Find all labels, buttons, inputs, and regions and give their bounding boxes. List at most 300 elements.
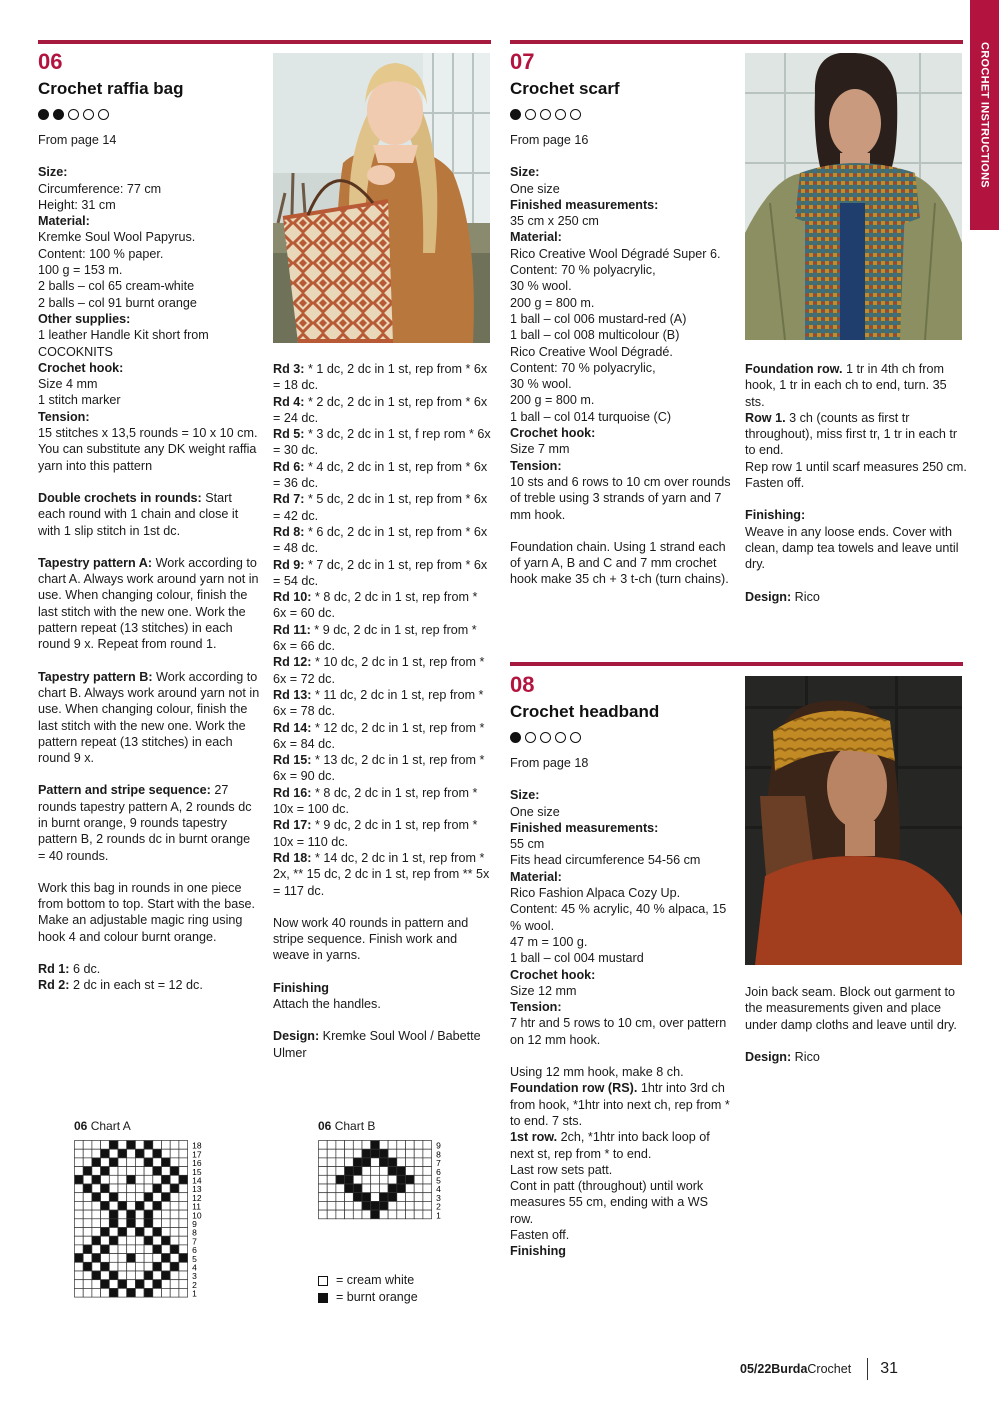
chart-cell <box>319 1210 328 1219</box>
chart-cell <box>397 1175 406 1184</box>
pattern-title: Crochet scarf <box>510 79 620 98</box>
difficulty-dot <box>525 109 536 120</box>
section-rule-06 <box>38 40 491 44</box>
foundation-row <box>510 1080 732 1129</box>
chart-cell <box>144 1193 153 1202</box>
chart-cell <box>353 1184 362 1193</box>
chart-cell <box>92 1245 101 1254</box>
chart-cell <box>75 1262 84 1271</box>
chart-cell <box>92 1175 101 1184</box>
rounds-list <box>273 361 493 899</box>
chart-cell <box>162 1210 171 1219</box>
chart-a-title <box>74 1118 131 1134</box>
chart-cell <box>127 1245 136 1254</box>
bag-photo <box>273 53 490 343</box>
chart-cell <box>371 1184 380 1193</box>
chart-cell <box>362 1184 371 1193</box>
chart-cell <box>353 1201 362 1210</box>
chart-b-number: 06 <box>318 1119 332 1133</box>
chart-cell <box>127 1288 136 1297</box>
chart-cell <box>118 1158 127 1167</box>
chart-cell <box>388 1201 397 1210</box>
chart-cell <box>162 1262 171 1271</box>
round-line <box>38 977 260 993</box>
size-line: Height: 31 cm <box>38 197 116 212</box>
measurements-line: 35 cm x 250 cm <box>510 214 599 229</box>
chart-cell <box>83 1236 92 1245</box>
round-text: * 10 dc, 2 dc in 1 st, rep from * 6x = 72 dc. <box>273 655 485 686</box>
chart-cell <box>118 1254 127 1263</box>
chart-cell <box>388 1193 397 1202</box>
size-heading: Size: <box>510 165 540 180</box>
chart-cell <box>371 1167 380 1176</box>
instructions-07-col2 <box>745 361 967 605</box>
section-label: Crochet <box>807 1361 852 1376</box>
chart-cell <box>92 1228 101 1237</box>
chart-cell <box>379 1149 388 1158</box>
material-line: Rico Creative Wool Dégradé. <box>510 344 673 359</box>
row-label: 1st row. <box>510 1130 558 1145</box>
chart-cell <box>144 1280 153 1289</box>
chart-cell <box>153 1167 162 1176</box>
round-label: Rd 1: <box>38 962 70 977</box>
chart-cell <box>388 1141 397 1150</box>
chart-cell <box>101 1210 110 1219</box>
chart-cell <box>127 1158 136 1167</box>
round-text: * 13 dc, 2 dc in 1 st, rep from * 6x = 90 dc. <box>273 753 485 784</box>
chart-cell <box>144 1210 153 1219</box>
chart-cell <box>92 1184 101 1193</box>
difficulty-rating <box>38 109 109 120</box>
chart-cell <box>75 1228 84 1237</box>
chart-cell <box>118 1141 127 1150</box>
chart-cell <box>135 1219 144 1228</box>
chart-cell <box>144 1201 153 1210</box>
chart-cell <box>327 1193 336 1202</box>
chart-cell <box>162 1236 171 1245</box>
chart-cell <box>118 1149 127 1158</box>
material-line: Content: 70 % polyacrylic, <box>510 263 656 278</box>
chart-cell <box>75 1167 84 1176</box>
chart-cell <box>83 1271 92 1280</box>
chart-cell <box>327 1149 336 1158</box>
chart-cell <box>406 1158 415 1167</box>
chart-cell <box>109 1228 118 1237</box>
chart-cell <box>118 1193 127 1202</box>
chart-cell <box>83 1288 92 1297</box>
chart-cell <box>135 1201 144 1210</box>
chart-cell <box>397 1149 406 1158</box>
chart-cell <box>414 1175 423 1184</box>
chart-cell <box>75 1254 84 1263</box>
chart-cell <box>101 1254 110 1263</box>
chart-cell <box>101 1280 110 1289</box>
material-line: 2 balls – col 91 burnt orange <box>38 295 197 310</box>
chart-cell <box>101 1141 110 1150</box>
tapestry-a-para <box>38 555 260 653</box>
chart-row-number: 2 <box>436 1201 441 1212</box>
chart-row-number: 5 <box>192 1253 197 1264</box>
chart-cell <box>135 1245 144 1254</box>
chart-cell <box>153 1193 162 1202</box>
chart-row-number: 9 <box>192 1219 197 1229</box>
chart-cell <box>109 1149 118 1158</box>
chart-cell <box>388 1149 397 1158</box>
chart-cell <box>179 1193 188 1202</box>
chart-cell <box>423 1201 432 1210</box>
chart-cell <box>179 1245 188 1254</box>
chart-cell <box>109 1167 118 1176</box>
chart-row-number: 12 <box>192 1192 202 1203</box>
finishing-text: Weave in any loose ends. Cover with clean, damp tea towels and leave until dry. <box>745 524 959 572</box>
chart-cell <box>345 1175 354 1184</box>
chart-cell <box>135 1193 144 1202</box>
chart-cell <box>362 1167 371 1176</box>
tapestry-b-heading: Tapestry pattern B: <box>38 669 153 684</box>
difficulty-dot <box>68 109 79 120</box>
round-line <box>273 589 493 622</box>
chart-cell <box>109 1288 118 1297</box>
chart-cell <box>319 1193 328 1202</box>
chart-cell <box>345 1167 354 1176</box>
row-label: Foundation row. <box>745 362 843 376</box>
chart-cell <box>75 1184 84 1193</box>
chart-cell <box>101 1184 110 1193</box>
difficulty-dot <box>570 732 581 743</box>
difficulty-dot <box>555 732 566 743</box>
chart-cell <box>153 1201 162 1210</box>
round-line <box>273 850 493 899</box>
chart-cell <box>336 1210 345 1219</box>
pattern-number: 06 <box>38 49 63 74</box>
chart-cell <box>153 1280 162 1289</box>
chart-cell <box>423 1158 432 1167</box>
chart-cell <box>75 1219 84 1228</box>
row-text: 3 ch (counts as first tr throughout), miss first tr, 1 tr in each tr to end. <box>745 410 958 458</box>
chart-cell <box>109 1201 118 1210</box>
chart-cell <box>362 1175 371 1184</box>
chart-cell <box>153 1254 162 1263</box>
chart-cell <box>397 1210 406 1219</box>
instruction-text: Work this bag in rounds in one piece from bottom to top. Start with the base. <box>38 880 255 912</box>
material-line: 1 ball – col 008 multicolour (B) <box>510 328 680 343</box>
chart-cell <box>179 1271 188 1280</box>
tension-line: 7 htr and 5 rows to 10 cm, over pattern on 12 mm hook. <box>510 1016 727 1047</box>
round-label: Rd 3: <box>273 362 305 376</box>
chart-cell <box>162 1271 171 1280</box>
material-line: 1 ball – col 006 mustard-red (A) <box>510 311 687 326</box>
chart-cell <box>127 1219 136 1228</box>
chart-cell <box>92 1149 101 1158</box>
chart-cell <box>127 1262 136 1271</box>
chart-cell <box>371 1141 380 1150</box>
round-text: * 6 dc, 2 dc in 1 st, rep from * 6x = 48 dc. <box>273 524 488 556</box>
chart-cell <box>179 1158 188 1167</box>
chart-cell <box>397 1141 406 1150</box>
chart-cell <box>144 1219 153 1228</box>
chart-cell <box>179 1288 188 1297</box>
chart-a <box>74 1140 214 1305</box>
difficulty-dot <box>510 109 521 120</box>
material-line: Content: 100 % paper. <box>38 246 164 261</box>
chart-cell <box>101 1245 110 1254</box>
chart-cell <box>371 1158 380 1167</box>
round-line <box>273 622 493 655</box>
tension-line: 15 stitches x 13,5 rounds = 10 x 10 cm. <box>38 426 258 441</box>
chart-cell <box>345 1193 354 1202</box>
pattern-number: 08 <box>510 672 535 697</box>
chart-cell <box>170 1167 179 1176</box>
chart-row-number: 3 <box>436 1192 441 1203</box>
chart-cell <box>319 1175 328 1184</box>
chart-cell <box>92 1219 101 1228</box>
chart-cell <box>345 1141 354 1150</box>
chart-row-number: 1 <box>436 1210 441 1221</box>
chart-cell <box>397 1193 406 1202</box>
chart-cell <box>388 1210 397 1219</box>
legend-label: = burnt orange <box>336 1290 418 1304</box>
chart-b <box>318 1140 458 1225</box>
chart-cell <box>144 1236 153 1245</box>
chart-cell <box>414 1167 423 1176</box>
round-line <box>273 491 493 524</box>
chart-cell <box>127 1271 136 1280</box>
chart-cell <box>162 1149 171 1158</box>
chart-cell <box>362 1149 371 1158</box>
instructions-08-col1 <box>510 755 732 1260</box>
chart-cell <box>170 1228 179 1237</box>
chart-cell <box>118 1201 127 1210</box>
chart-cell <box>327 1141 336 1150</box>
round-text: * 8 dc, 2 dc in 1 st, rep from * 10x = 100 dc. <box>273 785 478 817</box>
chart-cell <box>353 1149 362 1158</box>
round-label: Rd 13: <box>273 687 312 702</box>
round-label: Rd 6: <box>273 459 305 474</box>
material-line: 1 ball – col 014 turquoise (C) <box>510 409 672 424</box>
chart-cell <box>153 1210 162 1219</box>
row-text: 1htr into 3rd ch from hook, *1htr into next ch, rep from * to end. 7 sts. <box>510 1081 730 1128</box>
chart-cell <box>153 1141 162 1150</box>
round-text: * 9 dc, 2 dc in 1 st, rep from * 10x = 110 dc. <box>273 818 478 849</box>
chart-cell <box>75 1280 84 1289</box>
chart-row-number: 4 <box>436 1184 441 1195</box>
design-text: Kremke Soul Wool / Babette Ulmer <box>273 1029 481 1060</box>
chart-cell <box>414 1141 423 1150</box>
chart-cell <box>319 1149 328 1158</box>
chart-cell <box>153 1175 162 1184</box>
size-heading: Size: <box>38 165 68 180</box>
instruction-text: Cont in patt (throughout) until work measures 55 cm, ending with a WS row. <box>510 1179 709 1226</box>
chart-cell <box>127 1149 136 1158</box>
chart-cell <box>170 1245 179 1254</box>
chart-cell <box>83 1141 92 1150</box>
material-line: 2 balls – col 65 cream-white <box>38 279 195 294</box>
chart-cell <box>371 1175 380 1184</box>
chart-cell <box>153 1149 162 1158</box>
tapestry-a-heading: Tapestry pattern A: <box>38 555 153 570</box>
chart-row-number: 15 <box>192 1166 202 1177</box>
chart-cell <box>362 1141 371 1150</box>
finishing-heading: Finishing <box>510 1244 566 1259</box>
chart-cell <box>101 1167 110 1176</box>
chart-row-number: 5 <box>436 1175 441 1186</box>
design-label: Design: <box>745 1049 792 1064</box>
chart-legend <box>318 1272 418 1306</box>
instructions-06-col2 <box>273 361 493 1061</box>
chart-cell <box>179 1210 188 1219</box>
cream-swatch <box>318 1276 328 1286</box>
row-1 <box>745 410 967 459</box>
chart-cell <box>83 1175 92 1184</box>
chart-cell <box>135 1254 144 1263</box>
issue-label: 05/22 <box>740 1361 772 1376</box>
chart-cell <box>118 1228 127 1237</box>
row-1 <box>510 1129 732 1162</box>
page-footer <box>740 1358 898 1380</box>
chart-cell <box>423 1210 432 1219</box>
round-label: Rd 11: <box>273 622 311 637</box>
material-line: 200 g = 800 m. <box>510 393 595 408</box>
material-line: Content: 45 % acrylic, 40 % alpaca, 15 % wool. <box>510 902 727 933</box>
chart-cell <box>336 1141 345 1150</box>
round-label: Rd 14: <box>273 720 312 735</box>
chart-cell <box>414 1201 423 1210</box>
chart-cell <box>170 1149 179 1158</box>
chart-cell <box>101 1158 110 1167</box>
chart-cell <box>109 1280 118 1289</box>
tension-line: 10 sts and 6 rows to 10 cm over rounds of treble using 3 strands of yarn and 7 mm hook. <box>510 474 731 522</box>
stripe-sequence-text: 27 rounds tapestry pattern A, 2 rounds dc in burnt orange, 9 rounds tapestry pattern B, 2 rounds dc in burnt orange = 40 rounds. <box>38 783 252 863</box>
design-text: Rico <box>791 1049 820 1064</box>
material-heading: Material: <box>510 869 562 884</box>
chart-cell <box>118 1280 127 1289</box>
hook-line: Size 7 mm <box>510 442 570 457</box>
chart-cell <box>92 1201 101 1210</box>
chart-cell <box>83 1193 92 1202</box>
chart-cell <box>92 1280 101 1289</box>
scarf-photo <box>745 53 962 340</box>
chart-cell <box>179 1228 188 1237</box>
chart-cell <box>127 1141 136 1150</box>
design-label: Design: <box>745 589 792 604</box>
chart-cell <box>379 1158 388 1167</box>
chart-row-number: 2 <box>192 1279 197 1290</box>
chart-cell <box>423 1141 432 1150</box>
round-line <box>38 961 260 977</box>
chart-cell <box>353 1210 362 1219</box>
chart-cell <box>170 1262 179 1271</box>
chart-cell <box>179 1262 188 1271</box>
round-line <box>273 394 493 427</box>
chart-row-number: 17 <box>192 1149 202 1160</box>
round-text: * 1 dc, 2 dc in 1 st, rep from * 6x = 18 dc. <box>273 362 488 393</box>
chart-a-label: Chart A <box>87 1119 131 1133</box>
difficulty-dot <box>53 109 64 120</box>
chart-cell <box>109 1141 118 1150</box>
chart-cell <box>353 1193 362 1202</box>
chart-cell <box>127 1184 136 1193</box>
chart-cell <box>109 1245 118 1254</box>
chart-cell <box>118 1210 127 1219</box>
size-line: Circumference: 77 cm <box>38 181 162 196</box>
section-rule-08 <box>510 662 963 666</box>
finishing-heading: Finishing: <box>745 508 806 523</box>
chart-row-number: 11 <box>192 1201 201 1212</box>
chart-cell <box>345 1149 354 1158</box>
chart-row-number: 13 <box>192 1184 202 1195</box>
round-text: * 2 dc, 2 dc in 1 st, rep from * 6x = 24 dc. <box>273 394 488 425</box>
difficulty-dot <box>540 109 551 120</box>
measurements-heading: Finished measurements: <box>510 820 659 835</box>
chart-cell <box>162 1228 171 1237</box>
chart-cell <box>101 1288 110 1297</box>
chart-cell <box>153 1262 162 1271</box>
row-text: 2ch, *1htr into back loop of next st, rep from * to end. <box>510 1130 710 1161</box>
instruction-text: Last row sets patt. <box>510 1162 613 1177</box>
chart-cell <box>153 1158 162 1167</box>
chart-cell <box>397 1184 406 1193</box>
chart-cell <box>144 1271 153 1280</box>
chart-cell <box>379 1201 388 1210</box>
chart-cell <box>101 1228 110 1237</box>
instruction-text: Make an adjustable magic ring using hook 4 and colour burnt orange. <box>38 913 243 944</box>
design-credit <box>745 589 967 605</box>
chart-cell <box>153 1236 162 1245</box>
chart-cell <box>92 1288 101 1297</box>
chart-cell <box>423 1184 432 1193</box>
round-text: 6 dc. <box>69 962 101 977</box>
measurements-heading: Finished measurements: <box>510 197 659 212</box>
chart-cell <box>414 1184 423 1193</box>
supplies-line: 1 leather Handle Kit short from COCOKNITS <box>38 328 209 359</box>
legend-item-orange <box>318 1289 418 1306</box>
tapestry-b-text: Work according to chart B. Always work around yarn not in use. When changing colour, finish the last stitch with the new one. Work the pattern repeat (13 stitches) in each round 9 x. <box>38 669 260 766</box>
page-number: 31 <box>880 1359 898 1377</box>
chart-cell <box>170 1193 179 1202</box>
chart-cell <box>362 1210 371 1219</box>
chart-cell <box>109 1254 118 1263</box>
chart-cell <box>127 1254 136 1263</box>
round-label: Rd 10: <box>273 590 312 605</box>
chart-cell <box>118 1184 127 1193</box>
chart-cell <box>179 1184 188 1193</box>
chart-cell <box>345 1201 354 1210</box>
chart-cell <box>319 1201 328 1210</box>
chart-cell <box>170 1271 179 1280</box>
chart-cell <box>179 1141 188 1150</box>
chart-cell <box>162 1184 171 1193</box>
chart-cell <box>379 1167 388 1176</box>
chart-cell <box>144 1149 153 1158</box>
chart-cell <box>414 1158 423 1167</box>
chart-cell <box>109 1236 118 1245</box>
chart-cell <box>83 1184 92 1193</box>
chart-cell <box>83 1280 92 1289</box>
round-text: * 7 dc, 2 dc in 1 st, rep from * 6x = 54 dc. <box>273 557 488 588</box>
chart-row-number: 1 <box>192 1288 197 1299</box>
round-label: Rd 8: <box>273 524 305 539</box>
row-text: 1 tr in 4th ch from hook, 1 tr in each ch to end, turn. 35 sts. <box>745 362 947 409</box>
material-line: 30 % wool. <box>510 377 572 392</box>
design-label: Design: <box>273 1029 320 1044</box>
chart-cell <box>336 1167 345 1176</box>
chart-cell <box>371 1210 380 1219</box>
chart-row-number: 4 <box>192 1262 197 1273</box>
chart-row-number: 9 <box>436 1140 441 1151</box>
chart-cell <box>127 1210 136 1219</box>
chart-row-number: 16 <box>192 1158 202 1169</box>
chart-cell <box>75 1210 84 1219</box>
